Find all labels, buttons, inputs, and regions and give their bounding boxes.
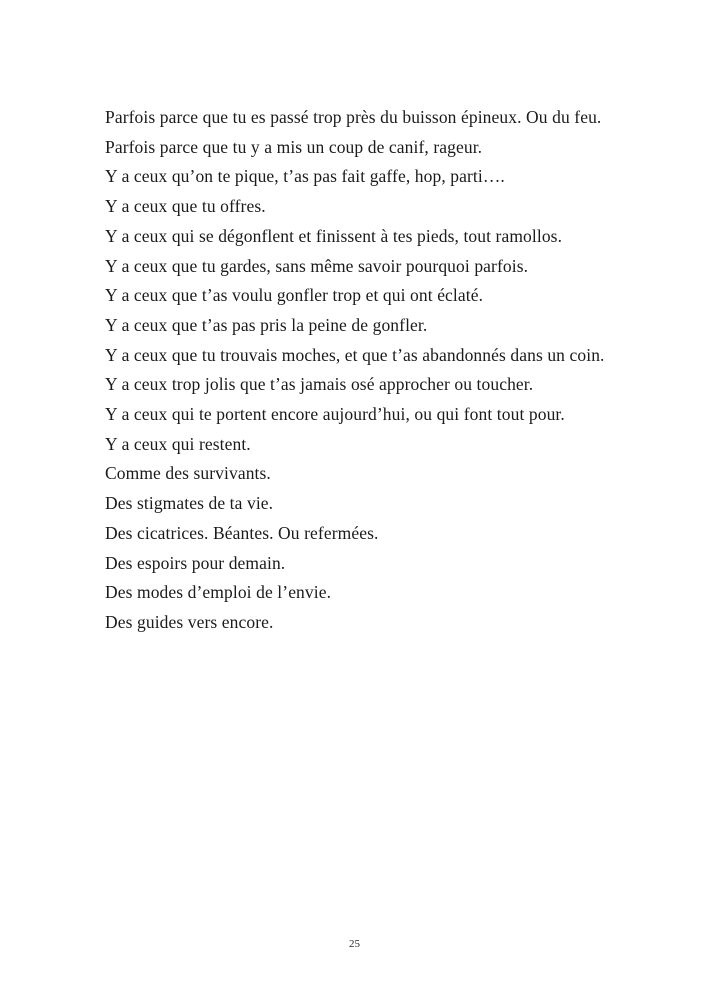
paragraph: Y a ceux qu’on te pique, t’as pas fait gaffe, hop, parti….	[105, 166, 505, 187]
page-number: 25	[349, 938, 360, 950]
paragraph: Y a ceux trop jolis que t’as jamais osé approcher ou toucher.	[105, 374, 534, 395]
paragraph: Y a ceux que t’as pas pris la peine de gonfler.	[105, 314, 428, 335]
paragraph: Y a ceux que tu trouvais moches, et que t’as abandonnés dans un coin.	[105, 344, 605, 365]
paragraph: Des stigmates de ta vie.	[105, 493, 274, 514]
paragraph: Des modes d’emploi de l’envie.	[105, 582, 332, 603]
paragraph: Y a ceux qui se dégonflent et finissent à tes pieds, tout ramollos.	[105, 225, 563, 246]
paragraph: Des guides vers encore.	[105, 611, 274, 632]
paragraph: Y a ceux qui te portent encore aujourd’hui, ou qui font tout pour.	[105, 404, 565, 425]
paragraph: Y a ceux que t’as voulu gonfler trop et qui ont éclaté.	[105, 285, 484, 306]
paragraph: Parfois parce que tu es passé trop près du buisson épineux. Ou du feu.	[105, 107, 602, 127]
paragraph: Des espoirs pour demain.	[105, 552, 286, 573]
paragraph: Y a ceux que tu gardes, sans même savoir pourquoi parfois.	[105, 255, 529, 276]
paragraph: Parfois parce que tu y a mis un coup de canif, rageur.	[105, 136, 483, 157]
paragraph: Y a ceux que tu offres.	[105, 196, 266, 217]
paragraph: Y a ceux qui restent.	[105, 433, 251, 454]
text-page	[105, 103, 606, 638]
paragraph: Des cicatrices. Béantes. Ou refermées.	[105, 522, 379, 543]
paragraph: Comme des survivants.	[105, 463, 271, 484]
